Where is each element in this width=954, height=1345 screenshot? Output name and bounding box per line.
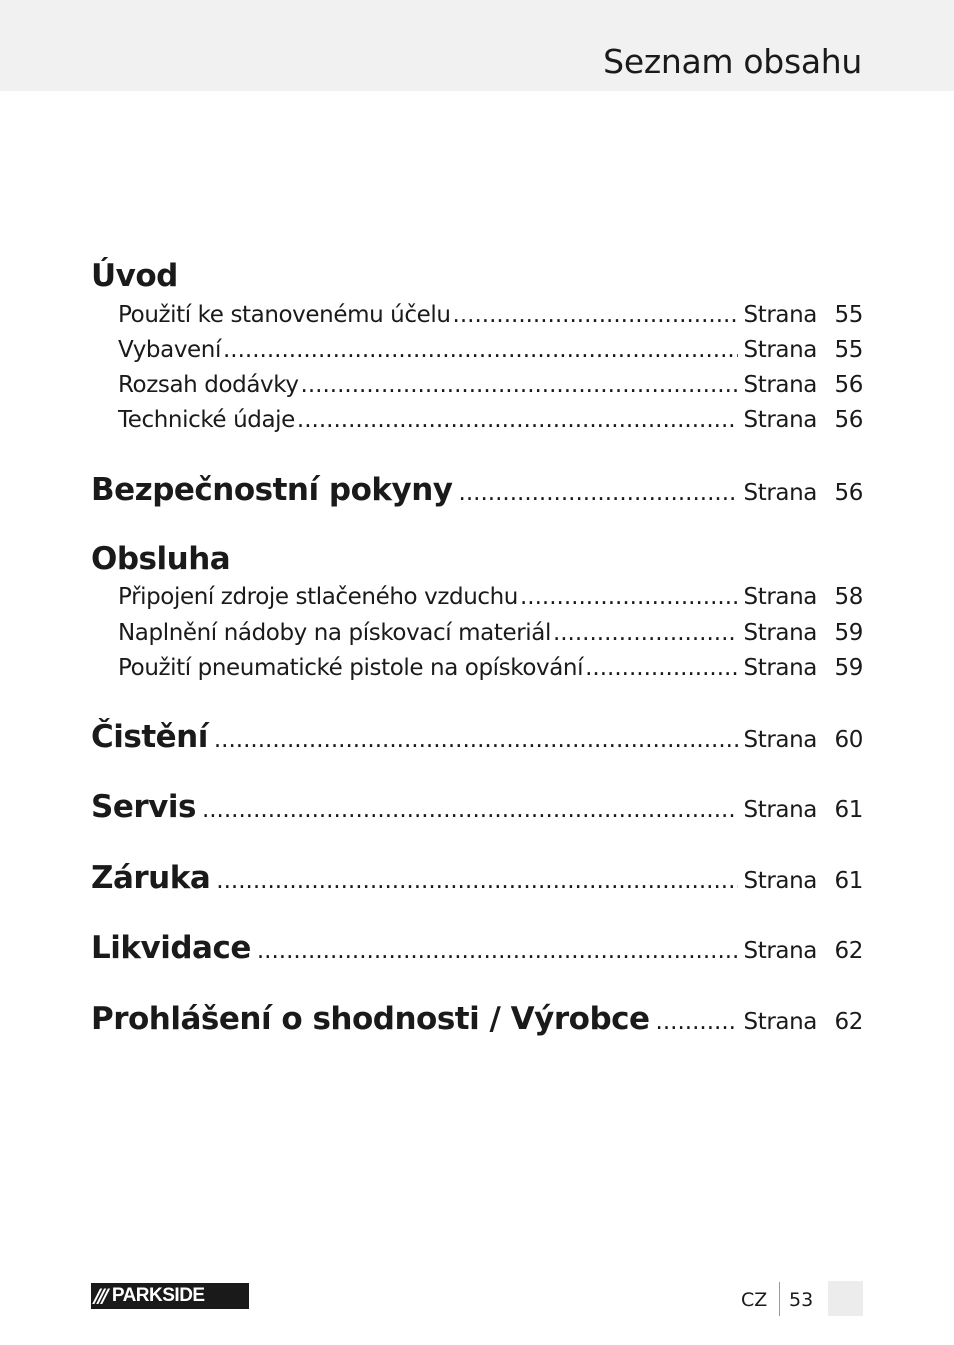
page-ref: 59 bbox=[834, 620, 863, 646]
page-ref: 62 bbox=[834, 938, 863, 964]
page-ref: 56 bbox=[834, 372, 863, 398]
section-heading-uvod: Úvod bbox=[91, 258, 178, 294]
dot-leader bbox=[297, 407, 738, 433]
language-code: CZ bbox=[741, 1289, 768, 1311]
toc-entry-label: Použití ke stanovenému účelu bbox=[118, 302, 451, 328]
toc-entry-rozsah[interactable] bbox=[118, 372, 863, 398]
footer-tab-marker bbox=[828, 1281, 863, 1316]
page-number: 53 bbox=[789, 1289, 814, 1311]
strana-label: Strana bbox=[743, 372, 817, 398]
toc-entry-label: Rozsah dodávky bbox=[118, 372, 299, 398]
page-ref: 62 bbox=[834, 1009, 863, 1035]
dot-leader bbox=[257, 938, 738, 964]
toc-entry-prohlaseni[interactable] bbox=[91, 1001, 863, 1037]
dot-leader bbox=[214, 727, 738, 753]
strana-label: Strana bbox=[743, 337, 817, 363]
section-heading-bezpecnost: Bezpečnostní pokyny bbox=[91, 472, 453, 508]
dot-leader bbox=[453, 302, 738, 328]
dot-leader bbox=[656, 1009, 738, 1035]
page-ref: 60 bbox=[834, 727, 863, 753]
page-title: Seznam obsahu bbox=[603, 42, 862, 81]
section-heading-servis: Servis bbox=[91, 789, 196, 825]
strana-label: Strana bbox=[743, 938, 817, 964]
dot-leader bbox=[301, 372, 738, 398]
strana-label: Strana bbox=[743, 407, 817, 433]
strana-label: Strana bbox=[743, 797, 817, 823]
strana-label: Strana bbox=[743, 480, 817, 506]
toc-entry-pistole[interactable] bbox=[118, 655, 863, 681]
dot-leader bbox=[216, 868, 737, 894]
toc-entry-technicke[interactable] bbox=[118, 407, 863, 433]
strana-label: Strana bbox=[743, 868, 817, 894]
dot-leader bbox=[585, 655, 737, 681]
dot-leader bbox=[459, 480, 738, 506]
page-ref: 61 bbox=[834, 797, 863, 823]
dot-leader bbox=[223, 337, 738, 363]
page-ref: 56 bbox=[834, 480, 863, 506]
toc-entry-label: Technické údaje bbox=[118, 407, 295, 433]
toc-entry-pouziti[interactable] bbox=[118, 302, 863, 328]
dot-leader bbox=[202, 797, 738, 823]
toc-entry-servis[interactable] bbox=[91, 789, 863, 825]
toc-entry-vybaveni[interactable] bbox=[118, 337, 863, 363]
toc-entry-bezpecnost[interactable] bbox=[91, 472, 863, 508]
section-heading-obsluha: Obsluha bbox=[91, 541, 231, 577]
toc-entry-cisteni[interactable] bbox=[91, 719, 863, 755]
page-ref: 55 bbox=[834, 302, 863, 328]
toc-entry-label: Použití pneumatické pistole na opískování bbox=[118, 655, 584, 681]
toc-entry-zaruka[interactable] bbox=[91, 860, 863, 896]
page-ref: 59 bbox=[834, 655, 863, 681]
toc-entry-naplneni[interactable] bbox=[118, 620, 863, 646]
page-ref: 61 bbox=[834, 868, 863, 894]
strana-label: Strana bbox=[743, 727, 817, 753]
section-heading-prohlaseni: Prohlášení o shodnosti / Výrobce bbox=[91, 1001, 650, 1037]
dot-leader bbox=[520, 584, 738, 610]
toc-entry-likvidace[interactable] bbox=[91, 930, 863, 966]
strana-label: Strana bbox=[743, 302, 817, 328]
section-heading-zaruka: Záruka bbox=[91, 860, 211, 896]
footer-divider bbox=[779, 1282, 780, 1316]
section-heading-cisteni: Čistění bbox=[91, 719, 208, 755]
page-ref: 55 bbox=[834, 337, 863, 363]
parkside-logo bbox=[91, 1283, 249, 1309]
strana-label: Strana bbox=[743, 584, 817, 610]
strana-label: Strana bbox=[743, 655, 817, 681]
section-heading-likvidace: Likvidace bbox=[91, 930, 251, 966]
page-ref: 58 bbox=[834, 584, 863, 610]
toc-entry-label: Vybavení bbox=[118, 337, 221, 363]
logo-text: PARKSIDE bbox=[111, 1285, 205, 1306]
page-ref: 56 bbox=[834, 407, 863, 433]
toc-entry-pripojeni[interactable] bbox=[118, 584, 863, 610]
strana-label: Strana bbox=[743, 1009, 817, 1035]
strana-label: Strana bbox=[743, 620, 817, 646]
logo-slashes: /// bbox=[94, 1285, 106, 1307]
dot-leader bbox=[553, 620, 738, 646]
toc-entry-label: Naplnění nádoby na pískovací materiál bbox=[118, 620, 551, 646]
toc-entry-label: Připojení zdroje stlačeného vzduchu bbox=[118, 584, 518, 610]
